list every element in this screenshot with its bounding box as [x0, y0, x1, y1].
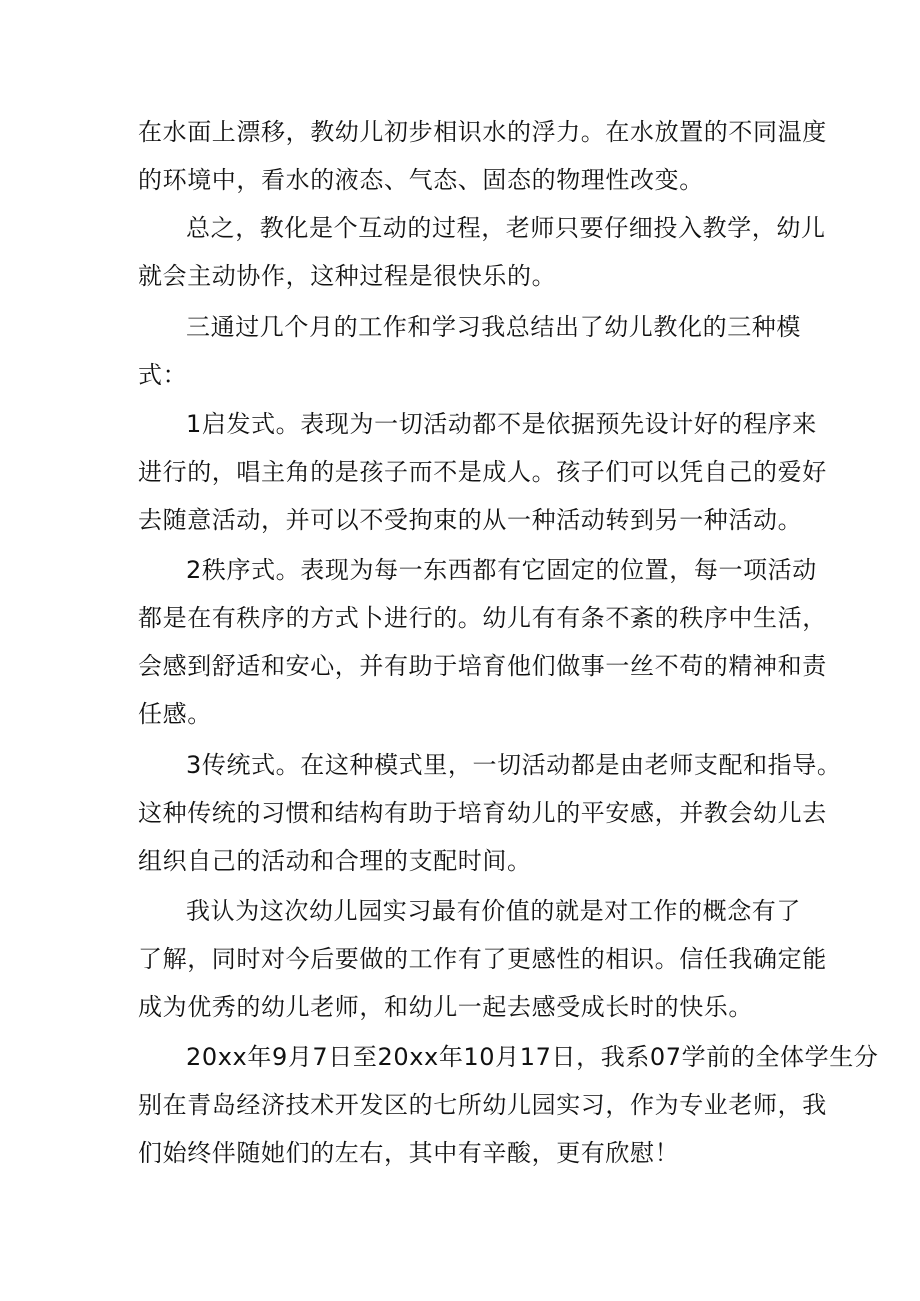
paragraph-4-line-1: 1启发式。表现为一切活动都不是依据预先设计好的程序来: [186, 410, 817, 438]
paragraph-7-line-1: 我认为这次幼儿园实习最有价值的就是对工作的概念有了: [186, 897, 801, 925]
paragraph-1-line-2: 的环境中，看水的液态、气态、固态的物理性改变。: [138, 166, 704, 194]
paragraph-2-line-1: 总之，教化是个互动的过程，老师只要仔细投入教学，幼儿: [186, 214, 826, 242]
paragraph-6-line-1: 3传统式。在这种模式里，一切活动都是由老师支配和指导。: [186, 751, 842, 779]
paragraph-5-line-1: 2秩序式。表现为每一东西都有它固定的位置，每一项活动: [186, 556, 817, 584]
paragraph-7-line-3: 成为优秀的幼儿老师，和幼儿一起去感受成长时的快乐。: [138, 993, 753, 1021]
paragraph-5-line-3: 会感到舒适和安心，并有助于培育他们做事一丝不苟的精神和责: [138, 652, 827, 680]
paragraph-4-line-2: 进行的，唱主角的是孩子而不是成人。孩子们可以凭自己的爱好: [138, 458, 827, 486]
paragraph-6-line-3: 组织自己的活动和合理的支配时间。: [138, 847, 532, 875]
paragraph-1-line-1: 在水面上漂移，教幼儿初步相识水的浮力。在水放置的不同温度: [138, 118, 827, 146]
paragraph-8-line-3: 们始终伴随她们的左右，其中有辛酸，更有欣慰！: [138, 1139, 680, 1167]
paragraph-2-line-2: 就会主动协作，这种过程是很快乐的。: [138, 262, 557, 290]
paragraph-5-line-2: 都是在有秩序的方式卜进行的。幼儿有有条不紊的秩序中生活，: [138, 604, 827, 632]
paragraph-5-line-4: 任感。: [138, 700, 212, 728]
paragraph-3-line-2: 式：: [138, 361, 188, 389]
paragraph-6-line-2: 这种传统的习惯和结构有助于培育幼儿的平安感，并教会幼儿去: [138, 799, 827, 827]
paragraph-7-line-2: 了解，同时对今后要做的工作有了更感性的相识。信任我确定能: [138, 945, 827, 973]
paragraph-8-line-2: 别在青岛经济技术开发区的七所幼儿园实习，作为专业老师，我: [138, 1091, 827, 1119]
paragraph-4-line-3: 去随意活动，并可以不受拘束的从一种活动转到另一种活动。: [138, 506, 803, 534]
paragraph-3-line-1: 三通过几个月的工作和学习我总结出了幼儿教化的三种模: [186, 313, 801, 341]
paragraph-8-line-1: 20xx年9月7日至20xx年10月17日，我系07学前的全体学生分: [186, 1043, 879, 1071]
